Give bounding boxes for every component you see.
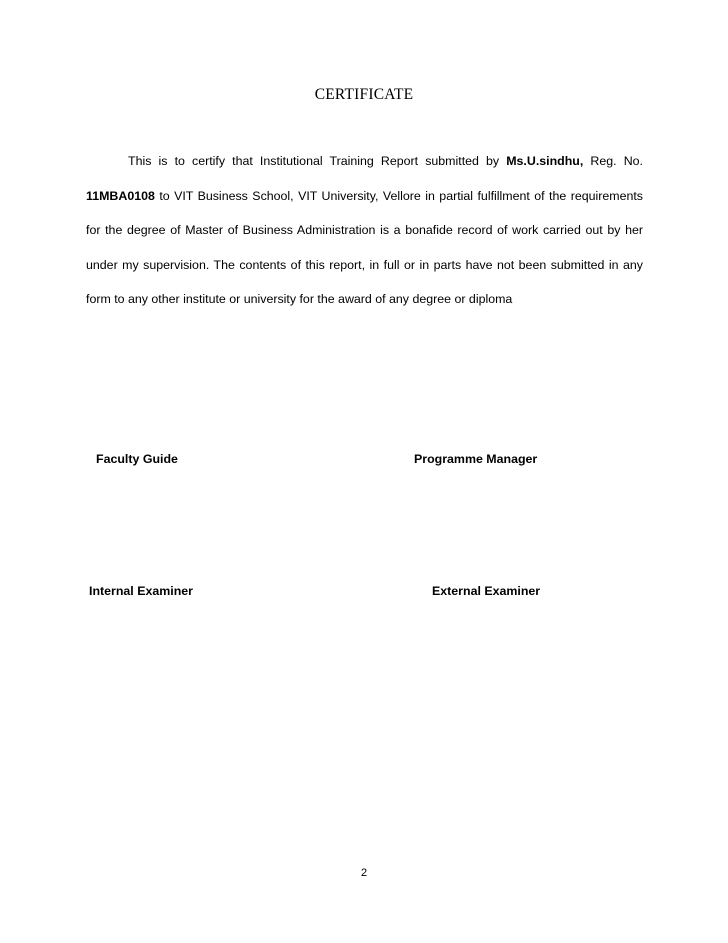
- internal-examiner-label: Internal Examiner: [89, 584, 193, 598]
- page-number: 2: [360, 867, 368, 879]
- student-name: Ms.U.sindhu,: [506, 154, 584, 168]
- faculty-guide-label: Faculty Guide: [96, 452, 178, 466]
- paragraph-text-intro: This is to certify that Institutional Training Report submitted by: [128, 154, 507, 168]
- certificate-paragraph: [86, 144, 643, 317]
- external-examiner-label: External Examiner: [432, 584, 541, 598]
- certificate-title: CERTIFICATE: [314, 86, 414, 103]
- paragraph-text-reg-label: Reg. No.: [583, 154, 643, 168]
- programme-manager-label: Programme Manager: [414, 452, 538, 466]
- paragraph-text-body: to VIT Business School, VIT University, Vellore in partial fulfillment of the requirements for the degree of Master of Business Administration is a bonafide record of work carried out by her under my supervision. The contents of this report, in full or in parts have not been submitted in any form to any other institute or university for the award of any degree or diploma: [86, 188, 643, 306]
- registration-number: 11MBA0108: [86, 188, 155, 203]
